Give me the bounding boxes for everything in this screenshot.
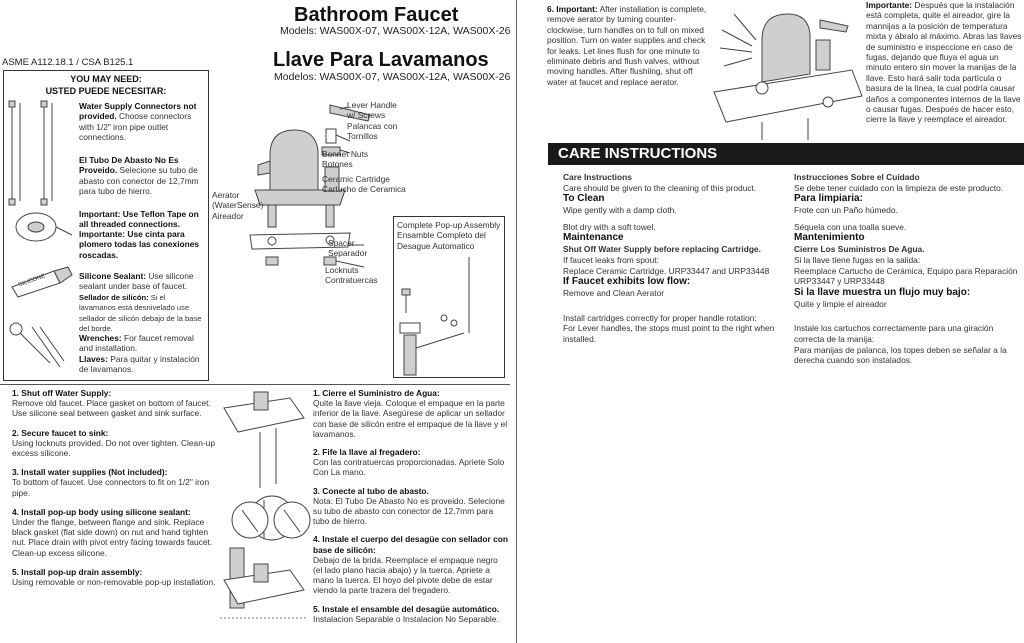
step-en-4-text: Under the flange, between flange and sink. Replace black gasket (flat side down) on nut and hand tighten nut. Place drain with pivot entry facing towards faucet. Clean-up excess silicone. <box>12 517 213 558</box>
care-es-maint-h: Mantenimiento <box>794 232 865 244</box>
standard-label: ASME A112.18.1 / CSA B125.1 <box>2 57 134 68</box>
care-en-maint-3: Replace Ceramic Cartridge. URP33447 and URP33448 <box>563 265 770 276</box>
step6-lead: 6. Important: <box>547 4 598 14</box>
step-es-2-text: Con las contratuercas proporcionadas. Apriete Solo Con La mano. <box>313 457 505 478</box>
flushing-illustration <box>712 0 864 140</box>
page-divider <box>516 0 517 643</box>
part-spacer: Spacer <box>328 238 355 248</box>
title-es: Llave Para Lavamanos <box>273 49 489 71</box>
care-bar: CARE INSTRUCTIONS <box>548 143 1024 165</box>
part-locknuts-es: Contratuercas <box>325 275 378 286</box>
title-en: Bathroom Faucet <box>294 4 459 26</box>
care-en-clean-1: Wipe gently with a damp cloth. <box>563 205 677 216</box>
part-lever-es: Palancas con Tornillos <box>347 120 398 142</box>
care-en-intro: Care should be given to the cleaning of this product. <box>563 182 757 193</box>
care-es-install-2: Para manijas de palanca, los topes deben se señalar a la derecha cuando son instalados. <box>794 344 1007 366</box>
need-item-1-text: Selecione su tubo de abasto con conector de 12,7mm para tubo de hierro. <box>79 165 199 197</box>
steps-es <box>313 388 509 624</box>
step-en-5-text: Using removable or non-removable pop-up installation. <box>12 577 216 588</box>
models-es: Modelos: WAS00X-07, WAS00X-12A, WAS00X-26 <box>274 71 511 83</box>
care-es-maint-1: Cierre Los Suministros De Agua. <box>794 244 925 255</box>
care-es-h: Instrucciones Sobre el Cuidado <box>794 172 920 182</box>
care-es-install-1: Instale los cartuchos correctamente para una giración correcta de la manija: <box>794 323 994 344</box>
part-cartridge-es: Cartucho de Ceramica <box>322 184 406 195</box>
need-item-6-lead: Wrenches: <box>79 333 122 343</box>
popup-detail-circles <box>232 498 312 542</box>
wrench-icon <box>10 323 70 373</box>
you-may-need-box <box>3 70 209 381</box>
need-item-7-lead: Llaves: <box>79 354 108 364</box>
steps-en <box>12 388 218 587</box>
care-en-install-1: Install cartridges correctly for proper handle rotation: <box>563 312 757 323</box>
part-popup: Complete Pop-up Assembly <box>397 220 501 230</box>
part-lever: Lever Handle w/ Screws <box>347 100 397 121</box>
care-en-install-2: For Lever handles, the stops must point to the right when installed. <box>563 323 775 344</box>
need-item-4-text: Use silicone sealant under base of faucet. <box>79 271 194 292</box>
care-en-low-1: Remove and Clean Aerator <box>563 288 665 299</box>
care-en-maint-2: If faucet leaks from spout: <box>563 254 659 265</box>
part-bonnet: Bonnet Nuts <box>322 149 369 159</box>
importante-text: Después que la instalación está completa, quite el aireador, gire la mannijas a la posición de temperatura mixta y ábralo al máximo. Abras las llaves de suministro e inspeccione en caso de fugas, dejando que fluya el agua un minuto entero sin mover la manijas de la llave. Esto hará salir toda partícula o basura de la línea, la cual podría causar daños a componentes internos de la llave o causar fugas. Después de hacer esto, cierre la llave y reemplace el aireador. <box>866 0 1022 125</box>
teflon-tape-icon <box>12 205 72 245</box>
need-item-0-lead: Water Supply Connectors not provided. <box>79 101 197 122</box>
step-es-5-title: 5. Instale el ensamble del desagüe automático. <box>313 603 500 614</box>
part-cartridge: Ceramic Cartridge <box>322 174 390 184</box>
silicone-tube-label: SILICONE <box>17 273 47 289</box>
care-en-clean-2: Blot dry with a soft towel. <box>563 221 656 232</box>
need-title-es: USTED PUEDE NECESITAR: <box>45 86 167 96</box>
part-locknuts: Locknuts <box>325 265 359 275</box>
care-en <box>563 172 783 345</box>
care-es-clean-h: Para limpiaria: <box>794 193 863 205</box>
need-item-0-text: Choose connectors with 1/2" iron pipe outlet connections. <box>79 111 192 143</box>
care-es-clean-1: Frote con un Paño húmedo. <box>794 205 898 216</box>
part-bonnet-es: Botones <box>322 159 353 170</box>
care-es <box>794 172 1018 366</box>
step-es-3-title: 3. Conecte al tubo de abasto. <box>313 485 429 496</box>
need-item-2-lead: Important: Use Teflon Tape on all threaded connections. <box>79 209 199 230</box>
step-en-2-title: 2. Secure faucet to sink: <box>12 427 109 438</box>
models-en: Models: WAS00X-07, WAS00X-12A, WAS00X-26 <box>280 25 511 37</box>
part-spacer-es: Separador <box>328 248 368 259</box>
need-item-4-lead: Silicone Sealant: <box>79 271 147 281</box>
care-es-intro: Se debe tener cuidado con la limpieza de este producto. <box>794 182 1004 193</box>
care-en-low-h: If Faucet exhibits low flow: <box>563 276 691 288</box>
importante-block <box>866 0 1022 125</box>
care-es-clean-2: Séquela con una toalla sueve. <box>794 221 907 232</box>
step-en-1-text: Remove old faucet. Place gasket on bottom of faucet. Use silicone seal between gasket and sink surface. <box>12 398 211 419</box>
step-es-3-text: Nota: El Tubo De Abasto No es proveido. Selecione su tubo de abasto con conector de 12,7mm para tubo de hierro. <box>313 495 505 527</box>
part-aerator: Aerator (WaterSense) <box>212 190 264 211</box>
care-es-low-h: Si la llave muestra un flujo muy bajo: <box>794 286 971 298</box>
need-title-en: YOU MAY NEED: <box>70 74 142 84</box>
step-es-4-title: 4. Instale el cuerpo del desagüe con sellador con base de silicón: <box>313 534 509 555</box>
steps-divider <box>0 384 510 385</box>
care-es-maint-3: Reemplace Cartucho de Cerámica, Equipo para Reparación URP33447 y URP33448 <box>794 265 1018 287</box>
popup-assembly-box <box>393 216 505 378</box>
step6-text: After installation is complete, remove aerator by turning counter-clockwise, turn handles on to full on mixed position. Turn on water supplies and check for leaks. Let lines flush for one minute to eliminate debris and flush valves, without moving handles. After flushiing, shut off water at faucet and replace aerator. <box>547 4 707 87</box>
need-item-5-text: Si el lavamanos está desnivelado use sellador de silicón debajo de la base del borde. <box>79 293 202 334</box>
care-en-maint-h: Maintenance <box>563 232 624 244</box>
care-en-maint-1: Shut Off Water Supply before replacing Cartridge. <box>563 244 761 255</box>
care-en-h: Care Instructions <box>563 172 632 182</box>
step-es-4-text: Debajo de la brida. Reemplace el empaque negro (el lado plano hacia abajo) y la tuerca. Apriete a mano la tuerca. El hoyo del pivote debe de estar viendo la parte trazera del fregadero. <box>313 554 498 596</box>
care-es-low-1: Quite y limpie el aireador <box>794 298 887 309</box>
need-item-1-lead: El Tubo De Abasto No Es Proveido. <box>79 155 179 176</box>
step-en-2-text: Using locknuts provided. Do not over tighten. Clean-up excess silicone. <box>12 437 215 459</box>
need-item-6-text: For faucet removal and installation. <box>79 333 194 354</box>
part-popup-es: Ensamble Completo del Desague Automatico <box>397 230 486 251</box>
step-es-1-title: 1. Cierre el Suministro de Agua: <box>313 388 440 398</box>
step-en-3-text: To bottom of faucet. Use connectors to fit on 1/2" iron pipe. <box>12 477 210 498</box>
importante-lead: Importante: <box>866 0 913 10</box>
step-en-5-title: 5. Install pop-up drain assembly: <box>12 566 143 577</box>
step-en-4-title: 4. Install pop-up body using silicone sealant: <box>12 506 191 517</box>
need-item-5-lead: Sellador de silicón: <box>79 293 149 302</box>
need-item-7-text: Para quitar y instalación de lavamanos. <box>79 354 200 375</box>
need-item-3-lead: Importante: Use cinta para plomero todas las conexiones roscadas. <box>79 229 200 260</box>
step-en-3-title: 3. Install water supplies (Not included): <box>12 467 168 478</box>
step6-block <box>547 4 707 87</box>
step-en-1-title: 1. Shut off Water Supply: <box>12 388 112 398</box>
step-es-1-text: Quite la llave vieja. Coloque el empaque en la parte inferior de la llave. Asegúrese de aplicar un sellador con base de silicón entre el empaque de la llave y el lavamanos. <box>313 398 508 439</box>
step-es-5-text: Instalacion Separable o Instalacion No Separable. <box>313 613 499 624</box>
care-es-maint-2: Si la llave tiene fugas en la salida: <box>794 254 921 265</box>
popup-assembly-illustration <box>394 253 504 377</box>
care-en-clean-h: To Clean <box>563 193 605 205</box>
step-es-2-title: 2. Fife la llave al fregadero: <box>313 447 421 458</box>
part-aerator-es: Aireador <box>212 210 244 221</box>
